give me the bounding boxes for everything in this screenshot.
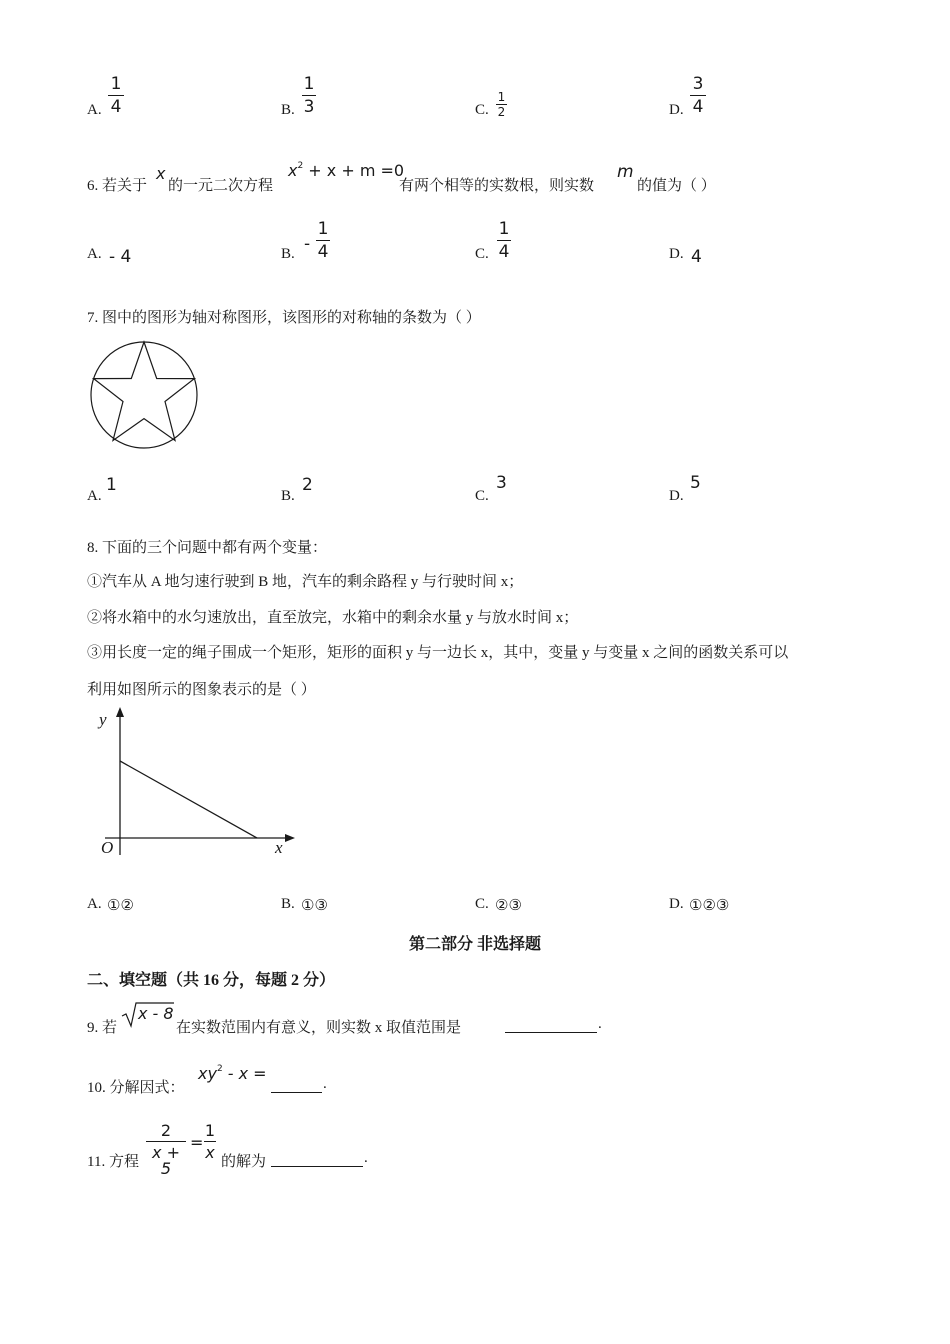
period: . — [323, 1076, 327, 1092]
option-value: ①③ — [301, 898, 328, 914]
radicand: x - 8 — [138, 1004, 174, 1023]
variable-x: x — [156, 164, 166, 183]
q10-prefix: 10. 分解因式： — [87, 1080, 185, 1096]
q6-prefix: 6. 若关于 — [87, 178, 148, 194]
q11-suffix: 的解为 — [221, 1154, 267, 1170]
q6-mid1: 的一元二次方程 — [168, 178, 274, 194]
q8-stem: 8. 下面的三个问题中都有两个变量： — [87, 540, 328, 556]
option-label: B. — [281, 488, 295, 504]
option-value: 2 — [302, 475, 313, 495]
minus-sign: - — [304, 234, 311, 254]
option-label: B. — [281, 896, 295, 912]
fraction: 1 4 — [108, 76, 124, 116]
fraction: 1 2 — [497, 90, 506, 119]
option-label: C. — [475, 488, 489, 504]
x-axis-label: x — [275, 838, 283, 857]
option-label: C. — [475, 896, 489, 912]
fraction: 1 3 — [303, 74, 315, 117]
fraction: 1 4 — [498, 219, 510, 262]
option-label: C. — [475, 102, 489, 118]
option-label: D. — [669, 896, 684, 912]
y-axis-label: y — [99, 710, 107, 729]
part-title: 第二部分 非选择题 — [408, 936, 541, 953]
option-label: A. — [87, 102, 102, 118]
period: . — [364, 1150, 368, 1166]
option-label: B. — [281, 246, 295, 262]
answer-blank[interactable] — [271, 1076, 322, 1093]
option-label: A. — [87, 896, 102, 912]
star-in-circle-figure — [88, 340, 200, 450]
option-value: ①②③ — [689, 898, 730, 914]
graph-axes — [100, 705, 300, 865]
fraction: 1 4 — [317, 219, 329, 262]
q10-expression: $xy^2$ - x = — [198, 1064, 267, 1083]
variable-m: m — [617, 162, 634, 182]
fraction-rhs: 1 x — [204, 1121, 216, 1162]
option-value: ①② — [107, 898, 134, 914]
option-label: A. — [87, 246, 102, 262]
fraction-lhs: 2 x + 5 — [146, 1123, 186, 1177]
q8-item-3: ③用长度一定的绳子围成一个矩形，矩形的面积 y 与一边长 x，其中，变量 y 与变量 x 之间的函数关系可以 — [87, 645, 789, 661]
q9-prefix: 9. 若 — [87, 1020, 118, 1036]
option-value: 4 — [691, 247, 702, 267]
answer-blank[interactable] — [271, 1150, 363, 1167]
section-heading: 二、填空题（共 16 分，每题 2 分） — [87, 972, 336, 989]
option-label: B. — [281, 102, 295, 118]
q11-prefix: 11. 方程 — [87, 1154, 139, 1170]
option-value: 3 — [496, 473, 507, 493]
q7-stem: 7. 图中的图形为轴对称图形，该图形的对称轴的条数为（ ） — [87, 310, 481, 326]
origin-label: O — [101, 838, 114, 857]
q9-suffix: 在实数范围内有意义，则实数 x 取值范围是 — [176, 1020, 462, 1036]
option-value: 5 — [690, 473, 701, 493]
q8-item-2: ②将水箱中的水匀速放出，直至放完，水箱中的剩余水量 y 与放水时间 x； — [87, 610, 579, 626]
q6-suffix: 的值为（ ） — [637, 178, 716, 194]
option-label: A. — [87, 488, 102, 504]
option-value: ②③ — [495, 898, 522, 914]
option-label: D. — [669, 246, 684, 262]
decreasing-line — [120, 761, 257, 838]
equals-sign: = — [190, 1133, 204, 1152]
q8-item-1: ①汽车从 A 地匀速行驶到 B 地，汽车的剩余路程 y 与行驶时间 x； — [87, 574, 524, 590]
answer-blank[interactable] — [505, 1016, 597, 1033]
fraction: 3 4 — [690, 76, 706, 116]
q6-mid2: 有两个相等的实数根，则实数 — [399, 178, 595, 194]
period: . — [598, 1016, 602, 1032]
option-value: - 4 — [109, 247, 132, 267]
q6-equation: $x^2 + x + m =0$ — [288, 161, 405, 180]
option-label: D. — [669, 488, 684, 504]
option-value: 1 — [106, 475, 117, 495]
option-label: C. — [475, 246, 489, 262]
q8-item-3-cont: 利用如图所示的图象表示的是（ ） — [87, 682, 316, 698]
option-label: D. — [669, 102, 684, 118]
